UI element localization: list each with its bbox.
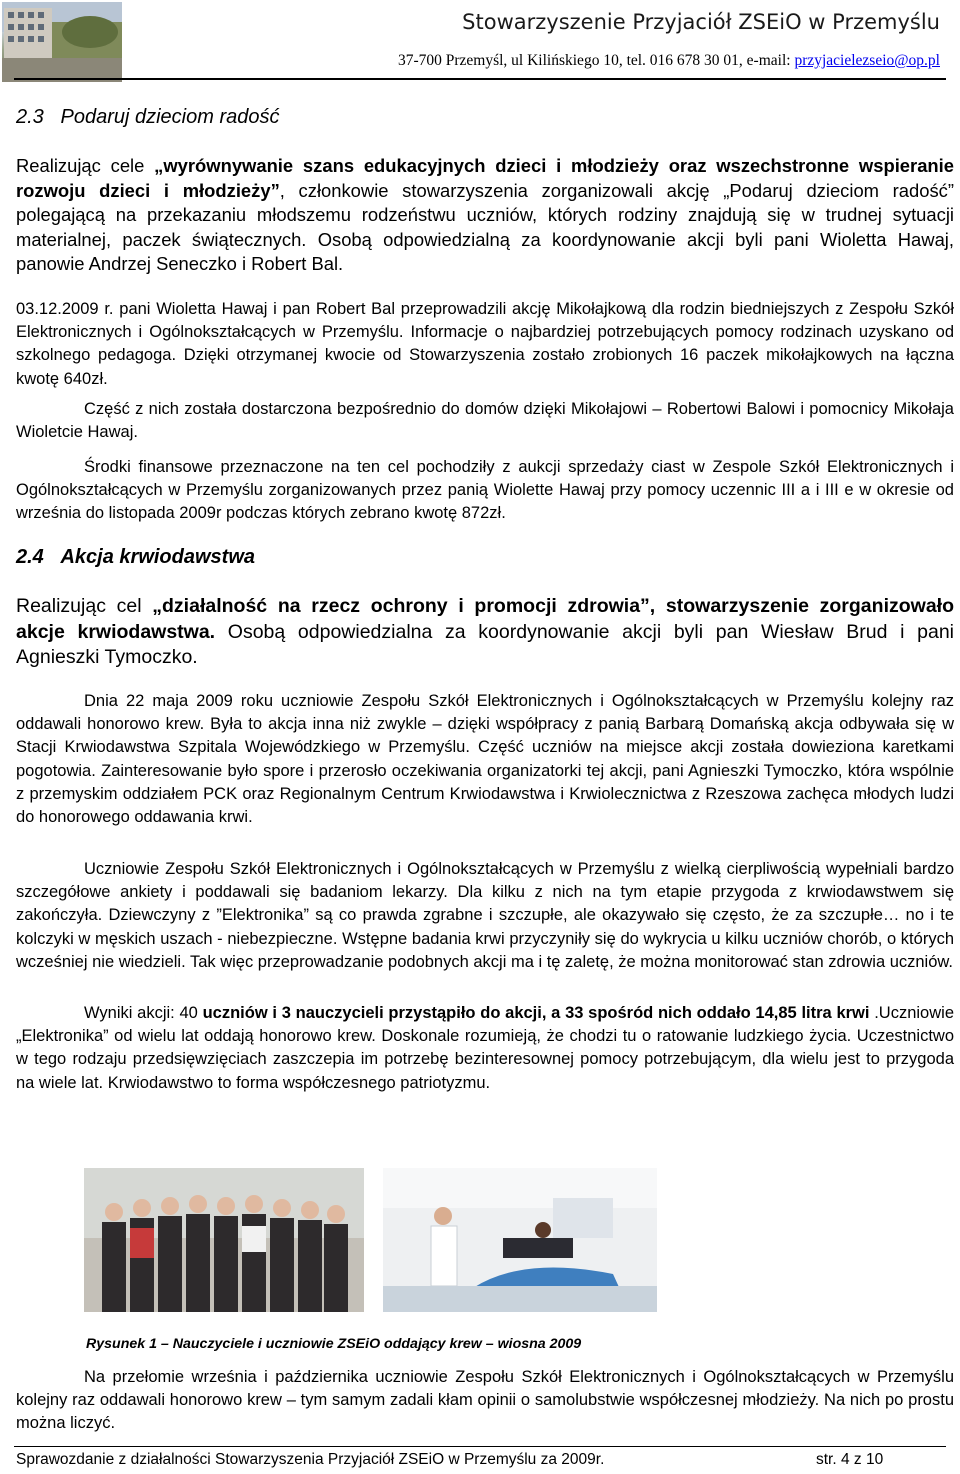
section-heading-2-4 <box>16 546 255 569</box>
photo-group-students <box>84 1168 364 1312</box>
text-run: .Uczniowie „Elektronika” od wielu lat oddają honorowo krew. Doskonale rozumieją, że chodzi tu o ratowanie ludzkiego życia. Uczestnictwo w tego rodzaju przedsięwzięciach zaszczepia im potrzebę bezinteresownej pomocy potrzebującym, dla wielu jest to przygoda na wiele lat. Krwiodawstwo to forma współczesnego patriotyzmu. <box>16 1004 954 1092</box>
paragraph <box>16 1002 954 1095</box>
email-link[interactable]: przyjacielezseio@op.pl <box>794 52 940 69</box>
section-number: 2.3 <box>16 106 44 128</box>
text-run: Wyniki akcji: 40 <box>84 1004 203 1022</box>
paragraph: Dnia 22 maja 2009 roku uczniowie Zespołu Szkół Elektronicznych i Ogólnokształcących w Przemyślu kolejny raz oddawali honorowo krew. Była to akcja inna niż zwykle – dzięki współpracy z panią Barbarą Domańską akcja odbywała się w Stacji Krwiodawstwa Szpitala Wojewódzkiego w Przemyślu. Część uczniów na miejsce akcji została dowieziona karetkami pogotowia. Zainteresowanie było spore i przerosło oczekiwania organizatorki tej akcji, pani Agnieszki Tymoczko, która wspólnie z przemyskim oddziałem PCK oraz Regionalnym Centrum Krwiodawstwa i Krwiolecznictwa z Rzeszowa zachęca młodych ludzi do honorowego oddawania krwi. <box>16 692 954 827</box>
bold-run: „działalność na rzecz ochrony i promocji zdrowia”, stowarzyszenie zorganizowało akcje krwiodawstwa. <box>16 595 954 643</box>
section-heading-2-3 <box>16 106 279 129</box>
section-title: Akcja krwiodawstwa <box>60 546 256 568</box>
text-run: Realizując cel <box>16 595 153 617</box>
bold-run: „wyrównywanie szans edukacyjnych dzieci i młodzieży oraz wszechstronne wspieranie rozwoju dzieci i młodzieży” <box>16 155 954 201</box>
paragraph: Na przełomie września i października uczniowie Zespołu Szkół Elektronicznych i Ogólnokształcących w Przemyślu kolejny raz oddawali honorowo krew – tym samym zadali kłam opinii o samolubstwie współczesnej młodzieży. Na nich po prostu można liczyć. <box>16 1368 954 1433</box>
address-text: 37-700 Przemyśl, ul Kilińskiego 10, tel. 016 678 30 01, e-mail: <box>397 52 795 69</box>
header-divider <box>14 78 946 80</box>
page-number: str. 4 z 10 <box>816 1451 884 1468</box>
footer-divider <box>14 1446 946 1447</box>
text-run: Realizując cele <box>16 155 155 176</box>
paragraph: Uczniowie Zespołu Szkół Elektronicznych i Ogólnokształcących w Przemyślu z wielką cierpliwością wypełniali bardzo szczegółowe ankiety i poddawali się badaniom lekarzy. Dla kilku z nich na tym etapie przygoda z krwiodawstwem się zakończyła. Dziewczyny z ”Elektronika” są co prawda zgrabne i szczupłe, ale okazywało się często, że za szczupłe… no i te kolczyki w męskich uszach - niebezpieczne. Wstępne badania krwi przyczyniły się do wykrycia u kilku uczniów chorób, o których wcześniej nie wiedzieli. Tak więc przeprowadzanie podobnych akcji ma i tę zaletę, że można monitorować stan zdrowia uczniów. <box>16 860 954 971</box>
text-run: Osobą odpowiedzialna za koordynowanie akcji byli pan Wiesław Brud i pani Agnieszki Tymoczko. <box>16 620 955 668</box>
figure-caption: Rysunek 1 – Nauczyciele i uczniowie ZSEiO oddający krew – wiosna 2009 <box>86 1336 582 1352</box>
paragraph: Część z nich została dostarczona bezpośrednio do domów dzięki Mikołajowi – Robertowi Balowi i pomocnicy Mikołaja Wioletcie Hawaj. <box>16 400 954 442</box>
paragraph-intro <box>16 594 954 671</box>
bold-run: uczniów i 3 nauczycieli przystąpiło do akcji, a 33 spośród nich oddało 14,85 litra krwi <box>202 1004 870 1022</box>
header-school-photo <box>2 2 122 82</box>
section-title: Podaruj dzieciom radość <box>60 106 280 128</box>
paragraph-intro <box>16 154 954 277</box>
footer-report-title: Sprawozdanie z działalności Stowarzyszenia Przyjaciół ZSEiO w Przemyślu za 2009r. <box>16 1451 605 1468</box>
organization-name: Stowarzyszenie Przyjaciół ZSEiO w Przemyślu <box>462 10 940 34</box>
organization-address <box>140 52 940 70</box>
paragraph: Środki finansowe przeznaczone na ten cel pochodziły z aukcji sprzedaży ciast w Zespole Szkół Elektronicznych i Ogólnokształcących w Przemyślu zorganizowanych przez panią Wiolette Hawaj przy pomocy uczennic III a i III e w okresie od września do listopada 2009r podczas których zebrano kwotę 872zł. <box>16 458 954 523</box>
section-number: 2.4 <box>16 546 44 568</box>
paragraph: 03.12.2009 r. pani Wioletta Hawaj i pan Robert Bal przeprowadzili akcję Mikołajkową dla rodzin biedniejszych z Zespołu Szkół Elektronicznych i Ogólnokształcących w Przemyślu. Informacje o najbardziej potrzebujących pomocy rodzinach uzyskano od szkolnego pedagoga. Dzięki otrzymanej kwocie od Stowarzyszenia zostało zrobionych 16 paczek mikołajkowych na łączna kwotę 640zł. <box>16 300 954 388</box>
text-run: , członkowie stowarzyszenia zorganizowali akcję „Podaruj dzieciom radość” polegającą na przekazaniu młodszemu rodzeństwu uczniów, których rodziny znajdują się w trudnej sytuacji materialnej, paczek świątecznych. Osobą odpowiedzialną za koordynowanie akcji byli pani Wioletta Hawaj, panowie Andrzej Seneczko i Robert Bal. <box>16 179 954 274</box>
photo-blood-donation <box>383 1168 657 1312</box>
